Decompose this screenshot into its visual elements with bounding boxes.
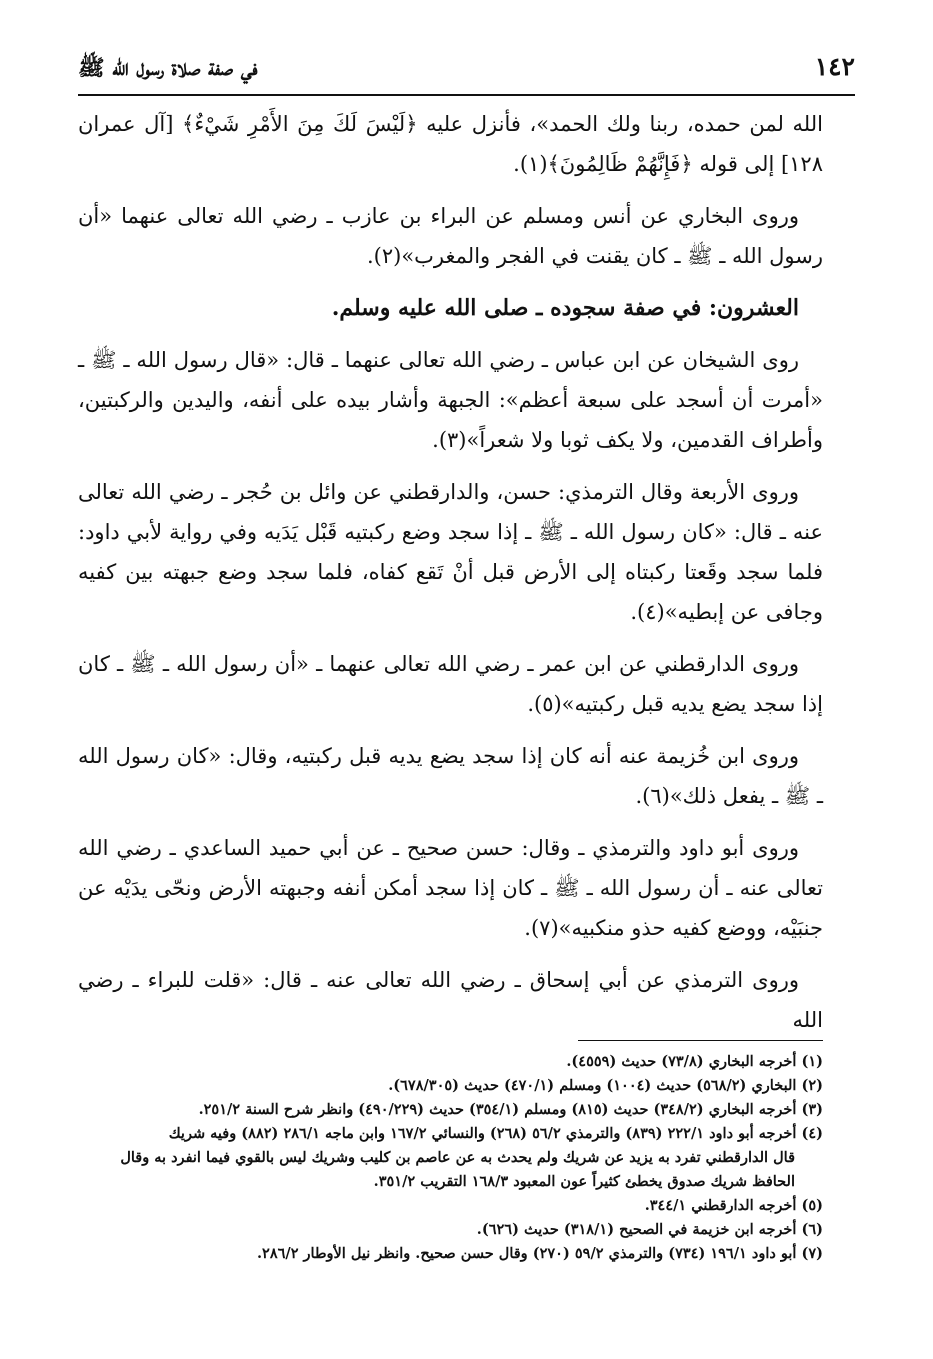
paragraph-1: الله لمن حمده، ربنا ولك الحمد»، فأنزل عليه ﴿لَيْسَ لَكَ مِنَ الأَمْرِ شَيْءٌ﴾ [آل عمران ١٢٨] إلى قوله ﴿فَإِنَّهُمْ ظَالِمُونَ﴾(١). [78,112,823,176]
footnote-5: (٥) أخرجه الدارقطني ٣٤٤/١. [644,1197,823,1214]
page-header [78,50,855,90]
footnote-4-line-3: الحافظ شريك صدوق يخطئ كثيراً عون المعبود ١٦٨/٣ التقريب ٣٥١/٢. [373,1173,795,1190]
paragraph-2: وروى البخاري عن أنس ومسلم عن البراء بن عازب ـ رضي الله تعالى عنهما «أن رسول الله ـ ﷺ ـ كان يقنت في الفجر والمغرب»(٢). [78,204,823,268]
paragraph-8: وروى الترمذي عن أبي إسحاق ـ رضي الله تعالى عنه ـ قال: «قلت للبراء ـ رضي الله [78,968,823,1032]
paragraph-6: وروى ابن خُزيمة عنه أنه كان إذا سجد يضع يديه قبل ركبتيه، وقال: «كان رسول الله ـ ﷺ ـ يفعل ذلك»(٦). [78,744,823,808]
main-text [78,104,823,1052]
paragraph-3: روى الشيخان عن ابن عباس ـ رضي الله تعالى عنهما ـ قال: «قال رسول الله ـ ﷺ ـ «أمرت أن أسجد على سبعة أعظم»: الجبهة وأشار بيده على أنفه، واليدين والركبتين، وأطراف القدمين، ولا يكف ثوبا ولا شعراً»(٣). [78,348,823,452]
footnote-4-line-1: (٤) أخرجه أبو داود ٢٢٢/١ (٨٣٩) والترمذي ٥٦/٢ (٢٦٨) والنسائي ١٦٧/٢ وابن ماجه ٢٨٦/١ (٨٨٢) وفيه شريك [168,1125,823,1142]
footnote-3: (٣) أخرجه البخاري (٣٤٨/٢) حديث (٨١٥) ومسلم (٣٥٤/١) حديث (٤٩٠/٢٢٩) وانظر شرح السنة ٢٥١/٢. [198,1101,823,1118]
paragraph-5: وروى الدارقطني عن ابن عمر ـ رضي الله تعالى عنهما ـ «أن رسول الله ـ ﷺ ـ كان إذا سجد يضع يديه قبل ركبتيه»(٥). [78,652,823,716]
footnote-4-line-2: قال الدارقطني تفرد به يزيد عن شريك ولم يحدث به عن عاصم بن كليب وشريك ليس بالقوي فيما انفرد به وقال [120,1149,795,1166]
footnotes [78,1050,823,1266]
section-heading: العشرون: في صفة سجوده ـ صلى الله عليه وسلم. [331,295,799,321]
footnote-rule [578,1040,823,1041]
footnote-6: (٦) أخرجه ابن خزيمة في الصحيح (٣١٨/١) حديث (٦٢٦). [476,1221,823,1238]
running-title: في صفة صلاة رسول الله ﷺ [78,55,258,81]
header-rule [78,94,855,96]
footnote-1: (١) أخرجه البخاري (٧٣/٨) حديث (٤٥٥٩). [566,1053,823,1070]
paragraph-4: وروى الأربعة وقال الترمذي: حسن، والدارقطني عن وائل بن حُجر ـ رضي الله تعالى عنه ـ قال: «كان رسول الله ـ ﷺ ـ إذا سجد وضع ركبتيه قَبْل يَدَيه وفي رواية لأبي داود: فلما سجد وقَعتا ركبتاه إلى الأرض قبل أنْ تَقع كفاه، فلما سجد وضع جبهته بين كفيه وجافى عن إبطيه»(٤). [78,480,823,624]
paragraph-7: وروى أبو داود والترمذي ـ وقال: حسن صحيح ـ عن أبي حميد الساعدي ـ رضي الله تعالى عنه ـ أن رسول الله ـ ﷺ ـ كان إذا سجد أمكن أنفه وجبهته الأرض ونحّى يدَيْه عن جنبَيْه، ووضع كفيه حذو منكبيه»(٧). [78,836,823,940]
footnote-2: (٢) البخاري (٥٦٨/٢) حديث (١٠٠٤) ومسلم (٤٧٠/١) حديث (٦٧٨/٣٠٥). [388,1077,823,1094]
page-number: ١٤٢ [814,52,855,81]
footnote-7: (٧) أبو داود ١٩٦/١ (٧٣٤) والترمذي ٥٩/٢ (٢٧٠) وقال حسن صحيح. وانظر نيل الأوطار ٢٨٦/٢. [256,1245,823,1262]
